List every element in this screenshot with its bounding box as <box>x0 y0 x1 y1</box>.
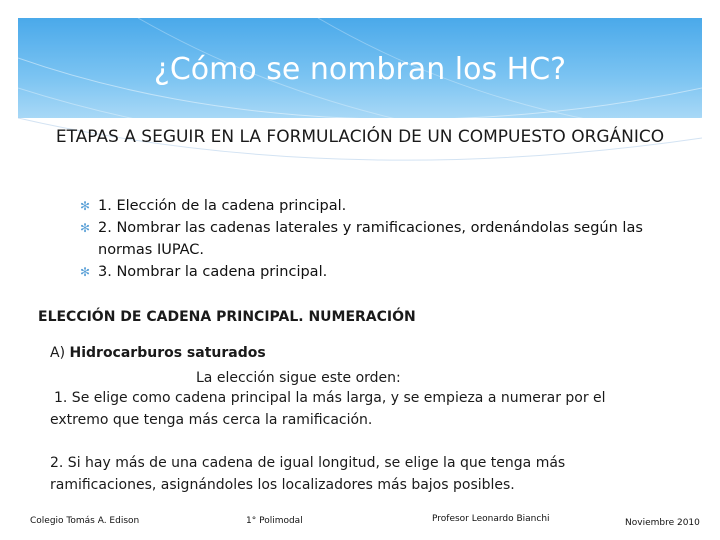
footer-teacher: Profesor Leonardo Bianchi <box>432 514 550 524</box>
slide-subtitle: ETAPAS A SEGUIR EN LA FORMULACIÓN DE UN COMPUESTO ORGÁNICO <box>55 127 665 147</box>
asterisk-bullet-icon: ✻ <box>80 265 91 279</box>
footer-course: 1° Polimodal <box>246 516 303 526</box>
list-item: ✻ 1. Elección de la cadena principal. <box>80 195 680 217</box>
footer-date: Noviembre 2010 <box>625 518 700 528</box>
list-item: ✻ 3. Nombrar la cadena principal. <box>80 261 680 283</box>
steps-list <box>80 195 680 283</box>
asterisk-bullet-icon: ✻ <box>80 199 91 213</box>
asterisk-bullet-icon: ✻ <box>80 221 91 235</box>
rule-2: 2. Si hay más de una cadena de igual longitud, se elige la que tenga más ramificaciones, asignándoles los localizadores más bajos posibles. <box>50 455 566 493</box>
subsection-heading: A) Hidrocarburos saturados <box>50 345 266 361</box>
decorative-swoosh-lines <box>18 18 702 178</box>
rule-1: 1. Se elige como cadena principal la más larga, y se empieza a numerar por el extremo que tenga más cerca la ramificación. <box>50 390 606 428</box>
list-item: ✻ 2. Nombrar las cadenas laterales y ramificaciones, ordenándolas según las normas IUPAC. <box>80 217 680 261</box>
slide-title: ¿Cómo se nombran los HC? <box>153 52 567 87</box>
footer-school: Colegio Tomás A. Edison <box>30 516 140 526</box>
order-intro: La elección sigue este orden: <box>196 370 401 386</box>
section-heading: ELECCIÓN DE CADENA PRINCIPAL. NUMERACIÓN <box>38 309 416 325</box>
